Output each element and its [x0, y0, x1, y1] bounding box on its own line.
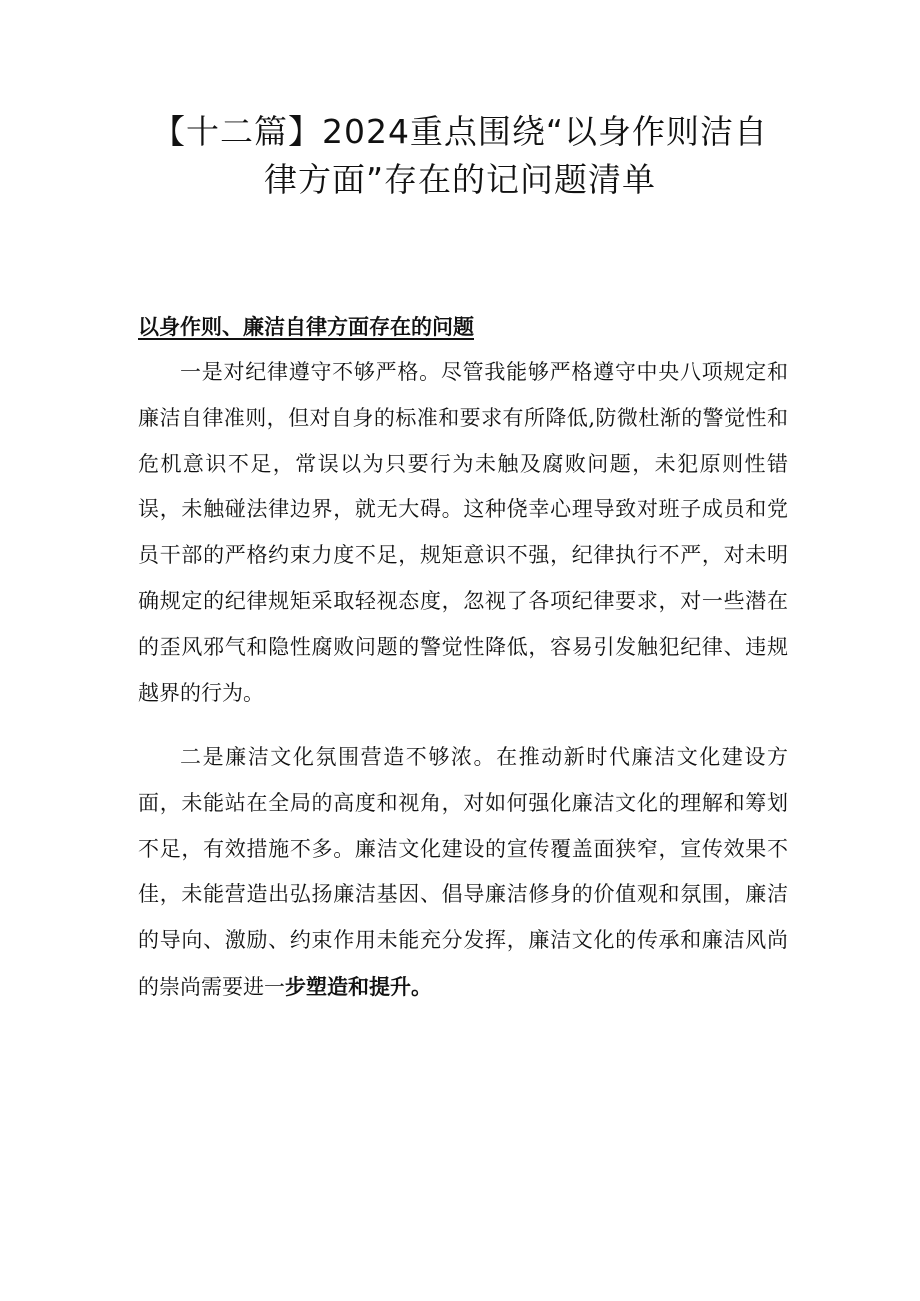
- title-line-2: 律方面”存在的记问题清单: [263, 160, 657, 199]
- paragraph-discipline: 一是对纪律遵守不够严格。尽管我能够严格遵守中央八项规定和廉洁自律准则，但对自身的标准和要求有所降低,防微杜渐的警觉性和危机意识不足，常误以为只要行为未触及腐败问题，未犯原则性错误，未触碰法律边界，就无大碍。这种侥幸心理导致对班子成员和党员干部的严格约束力度不足，规矩意识不强，纪律执行不严，对未明确规定的纪律规矩采取轻视态度，忽视了各项纪律要求，对一些潜在的歪风邪气和隐性腐败问题的警觉性降低，容易引发触犯纪律、违规越界的行为。: [138, 360, 788, 705]
- title-line-1: 【十二篇】2024重点围绕“以身作则洁自: [151, 112, 769, 151]
- paragraph-culture: [138, 735, 788, 1011]
- section-heading: 以身作则、廉洁自律方面存在的问题: [138, 314, 474, 339]
- document-title: [120, 108, 800, 204]
- paragraph-culture-text: 二是廉洁文化氛围营造不够浓。在推动新时代廉洁文化建设方面，未能站在全局的高度和视角，对如何强化廉洁文化的理解和筹划不足，有效措施不多。廉洁文化建设的宣传覆盖面狭窄，宣传效果不佳，未能营造出弘扬廉洁基因、倡导廉洁修身的价值观和氛围，廉洁的导向、激励、约束作用未能充分发挥，廉洁文化的传承和廉洁风尚的崇尚需要进一: [138, 745, 788, 999]
- paragraph-culture-emphasis: 步塑造和提升。: [285, 973, 432, 999]
